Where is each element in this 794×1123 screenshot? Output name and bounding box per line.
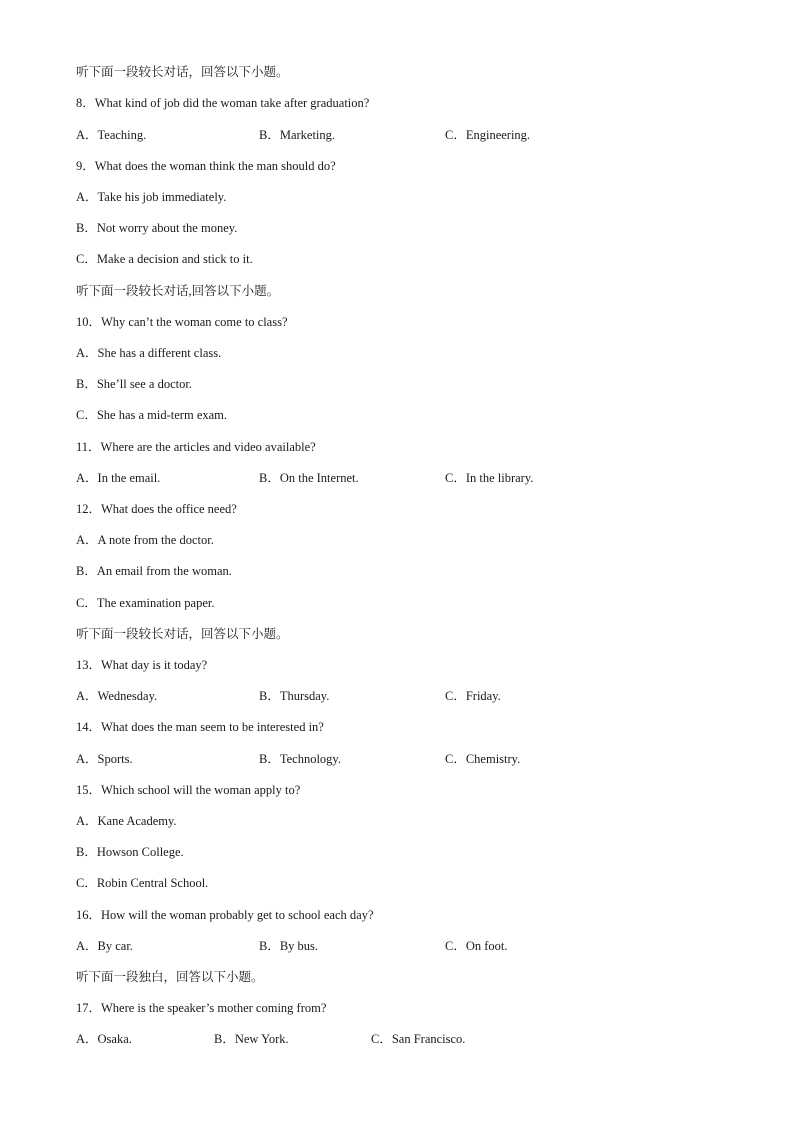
- answer-option: A．Kane Academy.: [76, 814, 177, 828]
- question: 10．Why can’t the woman come to class?: [76, 315, 288, 329]
- answer-option: B．Howson College.: [76, 845, 184, 859]
- answer-option: B．New York.: [214, 1032, 289, 1046]
- section-instruction: 听下面一段较长对话，回答以下小题。: [76, 627, 289, 641]
- answer-option: C．In the library.: [445, 471, 534, 485]
- answer-option: A．A note from the doctor.: [76, 533, 214, 547]
- answer-option: C．Engineering.: [445, 128, 531, 142]
- answer-option: A．Sports.: [76, 752, 133, 766]
- answer-option: A．She has a different class.: [76, 346, 222, 360]
- answer-option: C．Make a decision and stick to it.: [76, 252, 253, 266]
- answer-option: B．By bus.: [259, 939, 319, 953]
- question: 17．Where is the speaker’s mother coming from?: [76, 1001, 327, 1015]
- answer-option: A．Teaching.: [76, 128, 147, 142]
- answer-option: C．The examination paper.: [76, 596, 215, 610]
- answer-option: B．Thursday.: [259, 689, 330, 703]
- question: 9．What does the woman think the man should do?: [76, 159, 336, 173]
- answer-option: A．Take his job immediately.: [76, 190, 227, 204]
- section-instruction: 听下面一段较长对话,回答以下小题。: [76, 284, 280, 298]
- answer-option: B．Not worry about the money.: [76, 221, 238, 235]
- answer-option: A．Osaka.: [76, 1032, 132, 1046]
- section-instruction: 听下面一段独白，回答以下小题。: [76, 970, 264, 984]
- answer-option: C．Robin Central School.: [76, 876, 209, 890]
- answer-option: B．Marketing.: [259, 128, 336, 142]
- question: 14．What does the man seem to be interested in?: [76, 720, 324, 734]
- question: 11．Where are the articles and video available?: [76, 440, 316, 454]
- question: 16．How will the woman probably get to school each day?: [76, 908, 374, 922]
- answer-option: A．In the email.: [76, 471, 161, 485]
- answer-option: B．An email from the woman.: [76, 564, 232, 578]
- question: 8．What kind of job did the woman take after graduation?: [76, 96, 370, 110]
- question: 15．Which school will the woman apply to?: [76, 783, 301, 797]
- question: 13．What day is it today?: [76, 658, 208, 672]
- answer-option: A．By car.: [76, 939, 133, 953]
- question: 12．What does the office need?: [76, 502, 237, 516]
- answer-option: C．San Francisco.: [371, 1032, 466, 1046]
- answer-option: C．Friday.: [445, 689, 501, 703]
- answer-option: A．Wednesday.: [76, 689, 158, 703]
- answer-option: B．On the Internet.: [259, 471, 359, 485]
- answer-option: B．Technology.: [259, 752, 341, 766]
- answer-option: C．She has a mid-term exam.: [76, 408, 228, 422]
- answer-option: C．On foot.: [445, 939, 508, 953]
- section-instruction: 听下面一段较长对话，回答以下小题。: [76, 65, 289, 79]
- answer-option: C．Chemistry.: [445, 752, 521, 766]
- answer-option: B．She’ll see a doctor.: [76, 377, 192, 391]
